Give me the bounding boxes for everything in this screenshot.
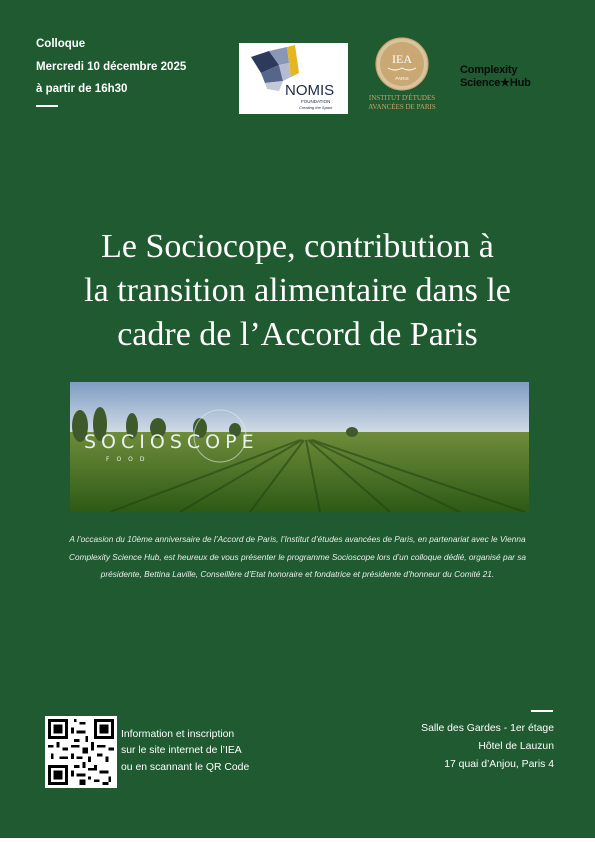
iea-name-line1: INSTITUT D'ÉTUDES: [368, 94, 436, 102]
info-line-1: Information et inscription: [121, 729, 235, 740]
registration-info: [121, 727, 249, 776]
iea-name-line2: AVANCÉES DE PARIS: [368, 103, 436, 111]
event-date: Mercredi 10 décembre 2025: [36, 60, 187, 73]
socioscope-wordmark: SOCIOSCOPE: [84, 431, 259, 453]
intro-line-3: présidente, Bettina Laville, Conseillère d’Etat honoraire et fondatrice et présidente d’honneur du Comité 21.: [100, 569, 495, 579]
intro-line-2: Complexity Science Hub, est heureux de vous présenter le programme Socioscope lors d’un colloque dédié, organisé par sa: [68, 551, 527, 562]
qr-code[interactable]: [45, 716, 117, 788]
info-line-3: ou en scannant le QR Code: [121, 761, 250, 773]
info-line-2: sur le site internet de l’IEA: [121, 745, 242, 757]
title-line-2: la transition alimentaire dans le: [84, 272, 511, 309]
event-time: à partir de 16h30: [36, 83, 128, 95]
venue-divider-dash: [531, 710, 553, 712]
title-line-3: cadre de l’Accord de Paris: [117, 316, 478, 353]
socioscope-banner-image: [70, 382, 529, 512]
socioscope-sub: FOOD: [106, 456, 152, 463]
page-title: [20, 225, 575, 357]
intro-paragraph: [40, 531, 555, 584]
event-info: [36, 33, 186, 107]
complexity-science-hub-logo: [460, 64, 531, 90]
venue-building: Hôtel de Lauzun: [478, 741, 554, 753]
intro-line-1: A l’occasion du 10ème anniversaire de l’Accord de Paris, l’Institut d’études avancées de Paris, en partenariat avec le Vienna: [69, 534, 526, 544]
iea-paris-logo: [360, 36, 444, 116]
event-type: Colloque: [36, 38, 86, 50]
venue-address: 17 quai d’Anjou, Paris 4: [444, 759, 554, 771]
nomis-foundation-logo: [239, 43, 348, 114]
csh-line1: Complexity: [460, 64, 518, 76]
iea-monogram: IEA: [392, 52, 412, 66]
nomis-sub: FOUNDATION: [301, 99, 331, 104]
csh-line2: Science★Hub: [460, 77, 531, 89]
iea-city: PARIS: [395, 76, 409, 81]
nomis-wordmark: NOMIS: [285, 82, 335, 99]
venue-room: Salle des Gardes - 1er étage: [421, 723, 554, 734]
nomis-tagline: Creating the Spark: [299, 105, 333, 110]
title-line-1: Le Sociocope, contribution à: [101, 228, 494, 265]
divider-dash: [36, 105, 58, 107]
venue-info: [421, 720, 554, 775]
